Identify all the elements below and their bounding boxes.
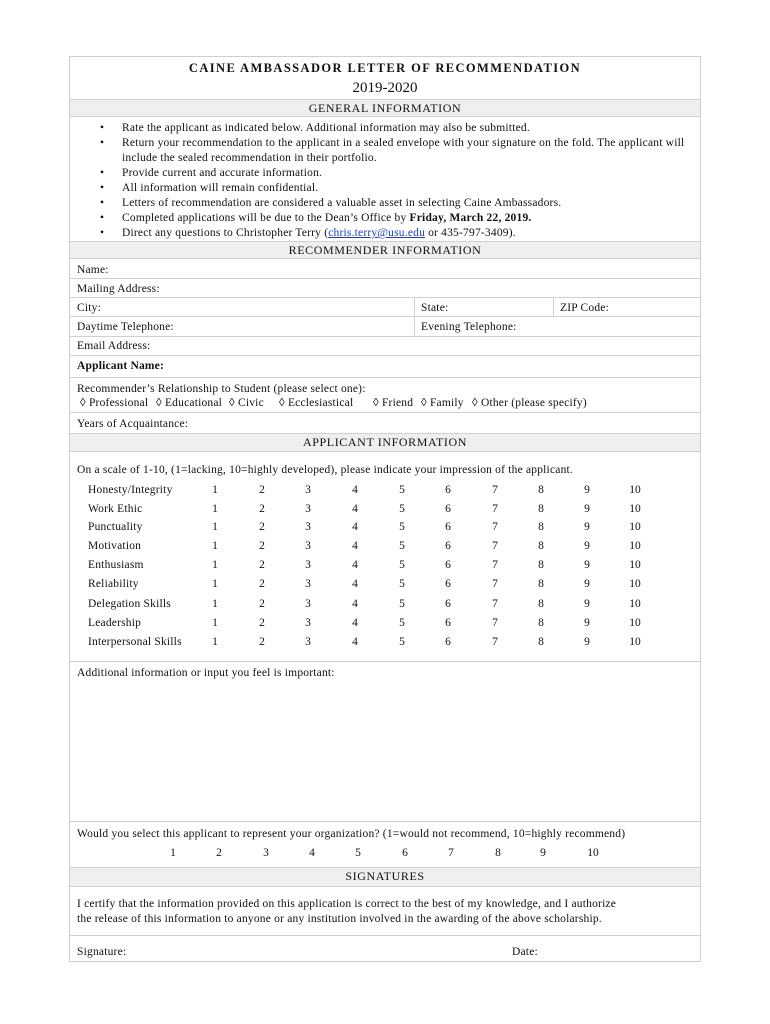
rating-option[interactable]: 1 — [212, 617, 218, 629]
rating-option[interactable]: 4 — [352, 521, 358, 533]
general-info-item — [100, 196, 690, 211]
rating-trait-label: Reliability — [88, 578, 139, 590]
rating-option[interactable]: 6 — [445, 636, 451, 648]
rating-option[interactable]: 4 — [352, 636, 358, 648]
general-info-text: Provide current and accurate information. — [122, 167, 323, 179]
daytime-telephone-label: Daytime Telephone: — [77, 321, 174, 333]
rating-option[interactable]: 2 — [259, 540, 265, 552]
rating-option[interactable]: 6 — [445, 521, 451, 533]
deadline-date: Friday, March 22, 2019. — [409, 212, 532, 224]
rating-option[interactable]: 10 — [629, 559, 641, 571]
relationship-option[interactable]: ◊ Professional — [80, 397, 149, 409]
relationship-option[interactable]: ◊ Family — [421, 397, 464, 409]
rating-option[interactable]: 2 — [259, 521, 265, 533]
rating-option[interactable]: 4 — [352, 559, 358, 571]
form-title: CAINE AMBASSADOR LETTER OF RECOMMENDATION — [188, 61, 582, 75]
select-scale-option[interactable]: 1 — [170, 847, 176, 859]
rating-option[interactable]: 6 — [445, 617, 451, 629]
relationship-label: Recommender’s Relationship to Student (please select one): — [77, 383, 366, 395]
rating-trait-label: Interpersonal Skills — [88, 636, 182, 648]
rating-option[interactable]: 8 — [538, 636, 544, 648]
rating-option[interactable]: 2 — [259, 503, 265, 515]
select-scale-option[interactable]: 7 — [448, 847, 454, 859]
rating-option[interactable]: 3 — [305, 503, 311, 515]
select-scale-option[interactable]: 8 — [495, 847, 501, 859]
general-info-item — [100, 181, 690, 196]
rating-trait-label: Punctuality — [88, 521, 143, 533]
rating-option[interactable]: 7 — [492, 559, 498, 571]
contact-prefix: Direct any questions to Christopher Terry ( — [122, 227, 329, 239]
mailing-address-label: Mailing Address: — [77, 283, 160, 295]
rating-option[interactable]: 7 — [492, 578, 498, 590]
rating-option[interactable]: 10 — [629, 636, 641, 648]
general-info-text: Letters of recommendation are considered a valuable asset in selecting Caine Ambassadors. — [122, 197, 562, 209]
rating-option[interactable]: 3 — [305, 617, 311, 629]
rating-option[interactable]: 9 — [584, 617, 590, 629]
rating-option[interactable]: 8 — [538, 540, 544, 552]
general-info-heading: GENERAL INFORMATION — [70, 99, 700, 117]
bullet-icon: • — [100, 182, 105, 194]
rating-option[interactable]: 4 — [352, 578, 358, 590]
rating-option[interactable]: 2 — [259, 636, 265, 648]
form-year: 2019-2020 — [352, 80, 418, 96]
rating-option[interactable]: 2 — [259, 617, 265, 629]
rating-option[interactable]: 5 — [399, 598, 405, 610]
select-applicant-scale — [70, 846, 700, 862]
email-address-label: Email Address: — [77, 340, 151, 352]
rating-option[interactable]: 5 — [399, 484, 405, 496]
rating-option[interactable]: 1 — [212, 484, 218, 496]
rating-option[interactable]: 8 — [538, 617, 544, 629]
contact-email-link[interactable]: chris.terry@usu.edu — [328, 227, 426, 239]
rating-option[interactable]: 8 — [538, 598, 544, 610]
bullet-icon: • — [100, 122, 105, 134]
rating-option[interactable]: 8 — [538, 559, 544, 571]
rating-option[interactable]: 7 — [492, 503, 498, 515]
rating-option[interactable]: 9 — [584, 521, 590, 533]
bullet-icon: • — [100, 197, 105, 209]
rating-option[interactable]: 1 — [212, 503, 218, 515]
state-label: State: — [421, 302, 449, 314]
rating-option[interactable]: 3 — [305, 484, 311, 496]
rating-option[interactable]: 3 — [305, 636, 311, 648]
general-info-item — [100, 226, 690, 241]
contact-suffix: or 435-797-3409). — [425, 227, 516, 239]
rating-trait-label: Delegation Skills — [88, 598, 171, 610]
rating-option[interactable]: 6 — [445, 540, 451, 552]
bullet-icon: • — [100, 167, 105, 179]
rating-option[interactable]: 9 — [584, 578, 590, 590]
rating-option[interactable]: 1 — [212, 521, 218, 533]
rating-option[interactable]: 2 — [259, 598, 265, 610]
applicant-info-heading: APPLICANT INFORMATION — [70, 433, 700, 452]
applicant-name-label: Applicant Name: — [77, 360, 165, 372]
rating-option[interactable]: 6 — [445, 503, 451, 515]
rating-option[interactable]: 10 — [629, 578, 641, 590]
name-label: Name: — [77, 264, 109, 276]
rating-option[interactable]: 9 — [584, 559, 590, 571]
rating-option[interactable]: 5 — [399, 617, 405, 629]
general-info-text: Return your recommendation to the applicant in a sealed envelope with your signature on the fold. The applicant will include the sealed recommendation in their portfolio. — [122, 137, 685, 164]
certify-statement-line-2: the release of this information to anyone or any institution involved in the awarding of the above scholarship. — [77, 913, 602, 925]
certify-statement-line-1: I certify that the information provided on this application is correct to the best of my knowledge, and I authorize — [77, 898, 617, 910]
select-scale-option[interactable]: 6 — [402, 847, 408, 859]
select-scale-option[interactable]: 3 — [263, 847, 269, 859]
recommendation-form — [69, 56, 701, 962]
deadline-text: Completed applications will be due to the Dean’s Office by — [122, 212, 410, 224]
general-info-text: Rate the applicant as indicated below. Additional information may also be submitted. — [122, 122, 530, 134]
rating-option[interactable]: 2 — [259, 559, 265, 571]
relationship-option[interactable]: ◊ Civic — [229, 397, 264, 409]
relationship-option[interactable]: ◊ Friend — [373, 397, 414, 409]
date-label: Date: — [512, 946, 538, 958]
rating-option[interactable]: 7 — [492, 484, 498, 496]
rating-option[interactable]: 8 — [538, 578, 544, 590]
rating-trait-label: Enthusiasm — [88, 559, 144, 571]
rating-option[interactable]: 7 — [492, 598, 498, 610]
rating-option[interactable]: 3 — [305, 540, 311, 552]
rating-option[interactable]: 4 — [352, 503, 358, 515]
rating-option[interactable]: 5 — [399, 521, 405, 533]
rating-option[interactable]: 1 — [212, 598, 218, 610]
rating-trait-label: Motivation — [88, 540, 142, 552]
general-info-item — [100, 121, 690, 136]
rating-option[interactable]: 1 — [212, 540, 218, 552]
select-scale-option[interactable]: 2 — [216, 847, 222, 859]
rating-option[interactable]: 9 — [584, 503, 590, 515]
rating-trait-label: Work Ethic — [88, 503, 143, 515]
rating-option[interactable]: 10 — [629, 540, 641, 552]
relationship-option[interactable]: ◊ Educational — [156, 397, 223, 409]
rating-option[interactable]: 3 — [305, 578, 311, 590]
select-applicant-question: Would you select this applicant to represent your organization? (1=would not recommend, 10=highly recommend) — [77, 828, 626, 840]
rating-option[interactable]: 4 — [352, 598, 358, 610]
evening-telephone-label: Evening Telephone: — [421, 321, 517, 333]
bullet-icon: • — [100, 137, 105, 149]
rating-option[interactable]: 5 — [399, 578, 405, 590]
relationship-option[interactable]: ◊ Other (please specify) — [472, 397, 587, 409]
rating-option[interactable]: 7 — [492, 617, 498, 629]
rating-option[interactable]: 5 — [399, 559, 405, 571]
rating-option[interactable]: 6 — [445, 578, 451, 590]
rating-option[interactable]: 6 — [445, 484, 451, 496]
rating-option[interactable]: 10 — [629, 484, 641, 496]
general-info-item — [100, 166, 690, 181]
select-scale-option[interactable]: 4 — [309, 847, 315, 859]
rating-option[interactable]: 7 — [492, 540, 498, 552]
rating-option[interactable]: 8 — [538, 484, 544, 496]
rating-option[interactable]: 8 — [538, 503, 544, 515]
rating-option[interactable]: 10 — [629, 503, 641, 515]
relationship-option[interactable]: ◊ Ecclesiastical — [279, 397, 354, 409]
bullet-icon: • — [100, 212, 105, 224]
rating-option[interactable]: 7 — [492, 636, 498, 648]
rating-option[interactable]: 4 — [352, 540, 358, 552]
signatures-heading: SIGNATURES — [70, 867, 700, 887]
select-scale-option[interactable]: 5 — [355, 847, 361, 859]
rating-option[interactable]: 2 — [259, 484, 265, 496]
general-info-item — [100, 211, 690, 226]
rating-option[interactable]: 3 — [305, 521, 311, 533]
relationship-options — [80, 396, 680, 410]
rating-option[interactable]: 1 — [212, 636, 218, 648]
scale-prompt: On a scale of 1-10, (1=lacking, 10=highly developed), please indicate your impression of the applicant. — [77, 464, 573, 476]
rating-option[interactable]: 4 — [352, 484, 358, 496]
rating-option[interactable]: 4 — [352, 617, 358, 629]
rating-option[interactable]: 5 — [399, 636, 405, 648]
rating-option[interactable]: 10 — [629, 617, 641, 629]
rating-option[interactable]: 1 — [212, 559, 218, 571]
ratings-grid — [70, 477, 700, 653]
rating-option[interactable]: 5 — [399, 503, 405, 515]
rating-option[interactable]: 9 — [584, 540, 590, 552]
years-of-acquaintance-label: Years of Acquaintance: — [77, 418, 189, 430]
rating-option[interactable]: 6 — [445, 559, 451, 571]
rating-option[interactable]: 6 — [445, 598, 451, 610]
select-scale-option[interactable]: 10 — [587, 847, 599, 859]
general-info-list — [100, 121, 690, 241]
general-info-item — [100, 136, 690, 166]
select-scale-option[interactable]: 9 — [540, 847, 546, 859]
city-label: City: — [77, 302, 102, 314]
rating-option[interactable]: 3 — [305, 598, 311, 610]
bullet-icon: • — [100, 227, 105, 239]
rating-option[interactable]: 8 — [538, 521, 544, 533]
rating-option[interactable]: 2 — [259, 578, 265, 590]
rating-option[interactable]: 9 — [584, 598, 590, 610]
rating-trait-label: Leadership — [88, 617, 142, 629]
rating-option[interactable]: 3 — [305, 559, 311, 571]
rating-option[interactable]: 7 — [492, 521, 498, 533]
rating-trait-label: Honesty/Integrity — [88, 484, 173, 496]
rating-option[interactable]: 9 — [584, 484, 590, 496]
signature-label: Signature: — [77, 946, 127, 958]
rating-option[interactable]: 10 — [629, 521, 641, 533]
rating-option[interactable]: 9 — [584, 636, 590, 648]
general-info-text: All information will remain confidential. — [122, 182, 319, 194]
additional-info-label: Additional information or input you feel is important: — [77, 667, 335, 679]
rating-option[interactable]: 10 — [629, 598, 641, 610]
zip-code-label: ZIP Code: — [560, 302, 609, 314]
rating-option[interactable]: 1 — [212, 578, 218, 590]
recommender-info-heading: RECOMMENDER INFORMATION — [70, 241, 700, 259]
rating-option[interactable]: 5 — [399, 540, 405, 552]
